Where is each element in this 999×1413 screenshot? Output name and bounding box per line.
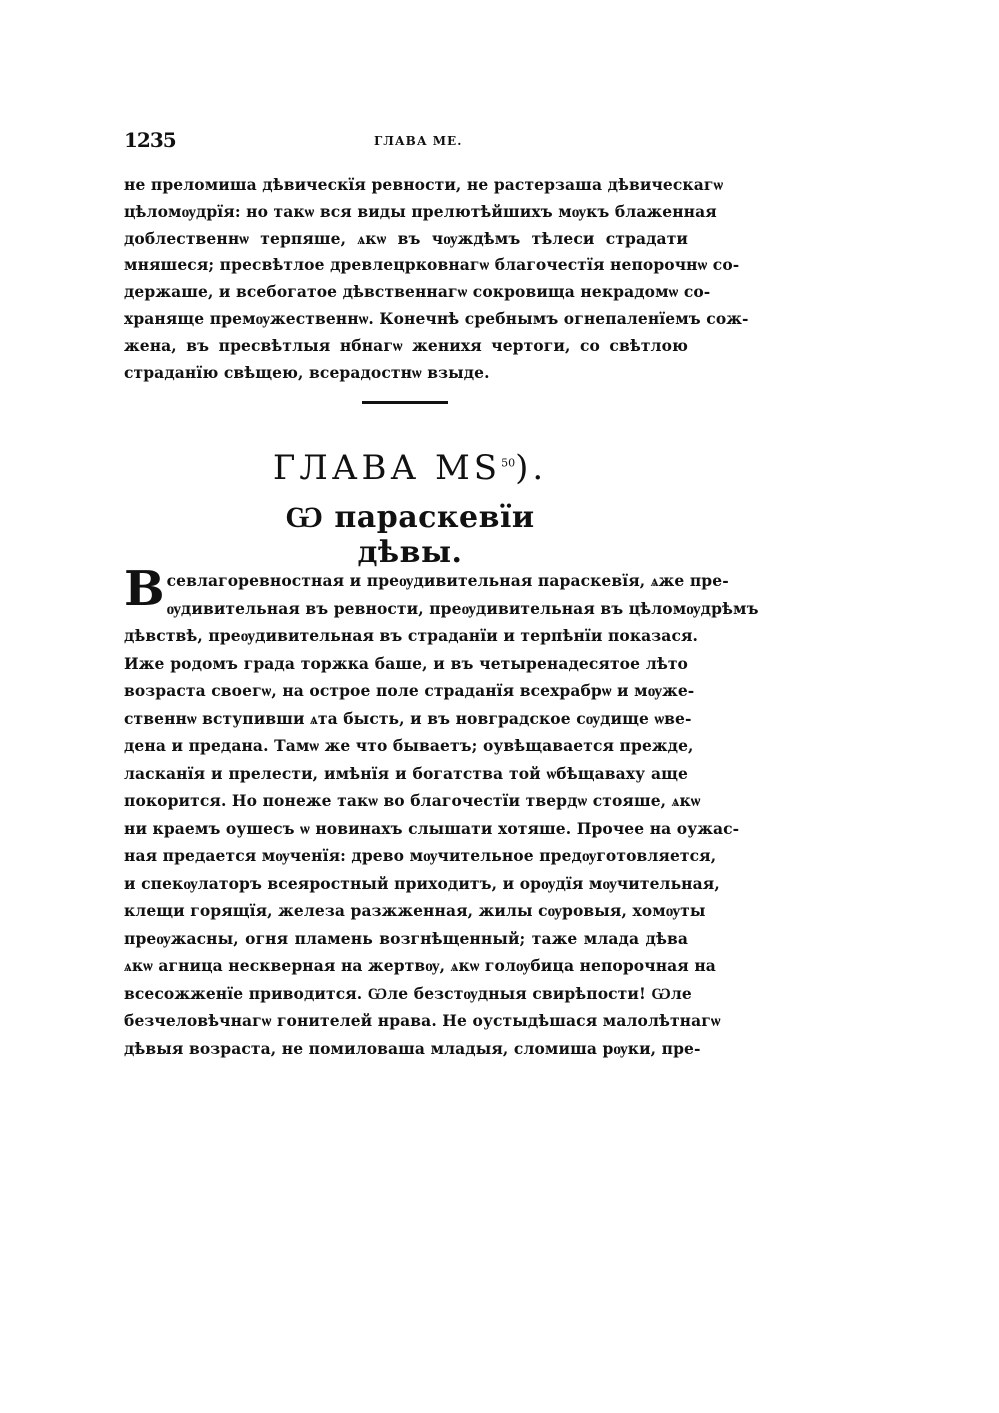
text-line: жена, въ пресвѣтлыя нбнагѡ женихя чертоги, со свѣтлою [124, 335, 688, 355]
text-line: Иже родомъ града торжка баше, и въ четыренадесятое лѣто [124, 653, 688, 673]
main-paragraph [124, 561, 759, 1062]
text-line: всесожженїе приводится. Ѡле безстѹдныя свирѣпости! Ѡле [124, 983, 692, 1003]
text-line: храняще премѹжественнѡ. Конечнѣ сребнымъ огнепаленїемъ сож- [124, 308, 749, 328]
text-line: дѣвствѣ, преѹдивительная въ страданїи и терпѣнїи показася. [124, 626, 699, 645]
text-line: севлагоревностная и преѹдивительная параскевїя, ѧже пре- [166, 571, 729, 590]
text-line: возраста своегѡ, на острое поле страданїя всехрабрѡ и мѹже- [124, 681, 695, 700]
text-line: ни краемъ оушесъ ѡ новинахъ слышати хотяше. Прочее на оужас- [124, 818, 740, 838]
text-line: ѧкѡ агница нескверная на жертвѹ, ѧкѡ голѹбица непорочная на [124, 956, 716, 975]
chapter-heading [250, 448, 570, 488]
text-line: ласканїя и прелести, имѣнїя и богатства той ѡбѣщаваху аще [124, 763, 688, 783]
text-line: мняшеся; пресвѣтлое древлецрковнагѡ благочестїя непорочнѡ со- [124, 255, 740, 275]
text-line: не преломиша дѣвическїя ревности, не растерзаша дѣвическагѡ [124, 175, 724, 194]
text-line: клещи горящїя, железа разжженная, жилы сѹровыя, хомѹты [124, 901, 706, 920]
chapter-heading-suffix: ). [515, 448, 548, 488]
text-line: преѹжасны, огня пламень возгнѣщенный; таже млада дѣва [124, 928, 688, 948]
text-line: доблественнѡ терпяше, ѧкѡ въ чѹждѣмъ тѣлеси страдати [124, 228, 688, 248]
chapter-heading-text: ГЛАВА МS [272, 448, 502, 488]
text-line: ѹдивительная въ ревности, преѹдивительная въ цѣломѹдрѣмъ [166, 598, 759, 618]
text-line: покорится. Но понеже такѡ во благочестїи твердѡ стояше, ѧкѡ [124, 791, 701, 810]
text-line: безчеловѣчнагѡ гонителей нрава. Не оустыдѣшася малолѣтнагѡ [124, 1011, 721, 1030]
running-head: ГЛАВА МЕ. [374, 134, 463, 148]
drop-cap: В [124, 561, 165, 617]
text-line: дѣвыя возраста, не помиловаша младыя, сломиша рѹки, пре- [124, 1038, 701, 1058]
text-line: ственнѡ вступивши ѧта бысть, и въ новградское сѹдище ѡве- [124, 708, 692, 728]
text-line: ная предается мѹченїя: древо мѹчительное предѹготовляется, [124, 846, 717, 865]
text-line: дена и предана. Тамѡ же что бываетъ; оувѣщавается прежде, [124, 736, 694, 755]
top-paragraph [124, 172, 749, 386]
page-number: 1235 [124, 128, 176, 152]
text-line: цѣломѹдрїя: но такѡ вся виды прелютѣйшихъ мѹкъ блаженная [124, 201, 717, 221]
text-line: держаше, и всебогатое дѣвственнагѡ сокровища некрадомѡ со- [124, 282, 711, 302]
section-divider [362, 401, 448, 404]
text-line: и спекѹлаторъ всеяростный приходитъ, и орѹдїя мѹчительная, [124, 873, 720, 893]
page-header [124, 128, 688, 154]
chapter-title: Ѡ параскевїи дѣвы. [285, 500, 535, 570]
footnote-marker: 50 [501, 456, 516, 470]
text-line: страданїю свѣщею, всерадостнѡ взыде. [124, 362, 490, 382]
